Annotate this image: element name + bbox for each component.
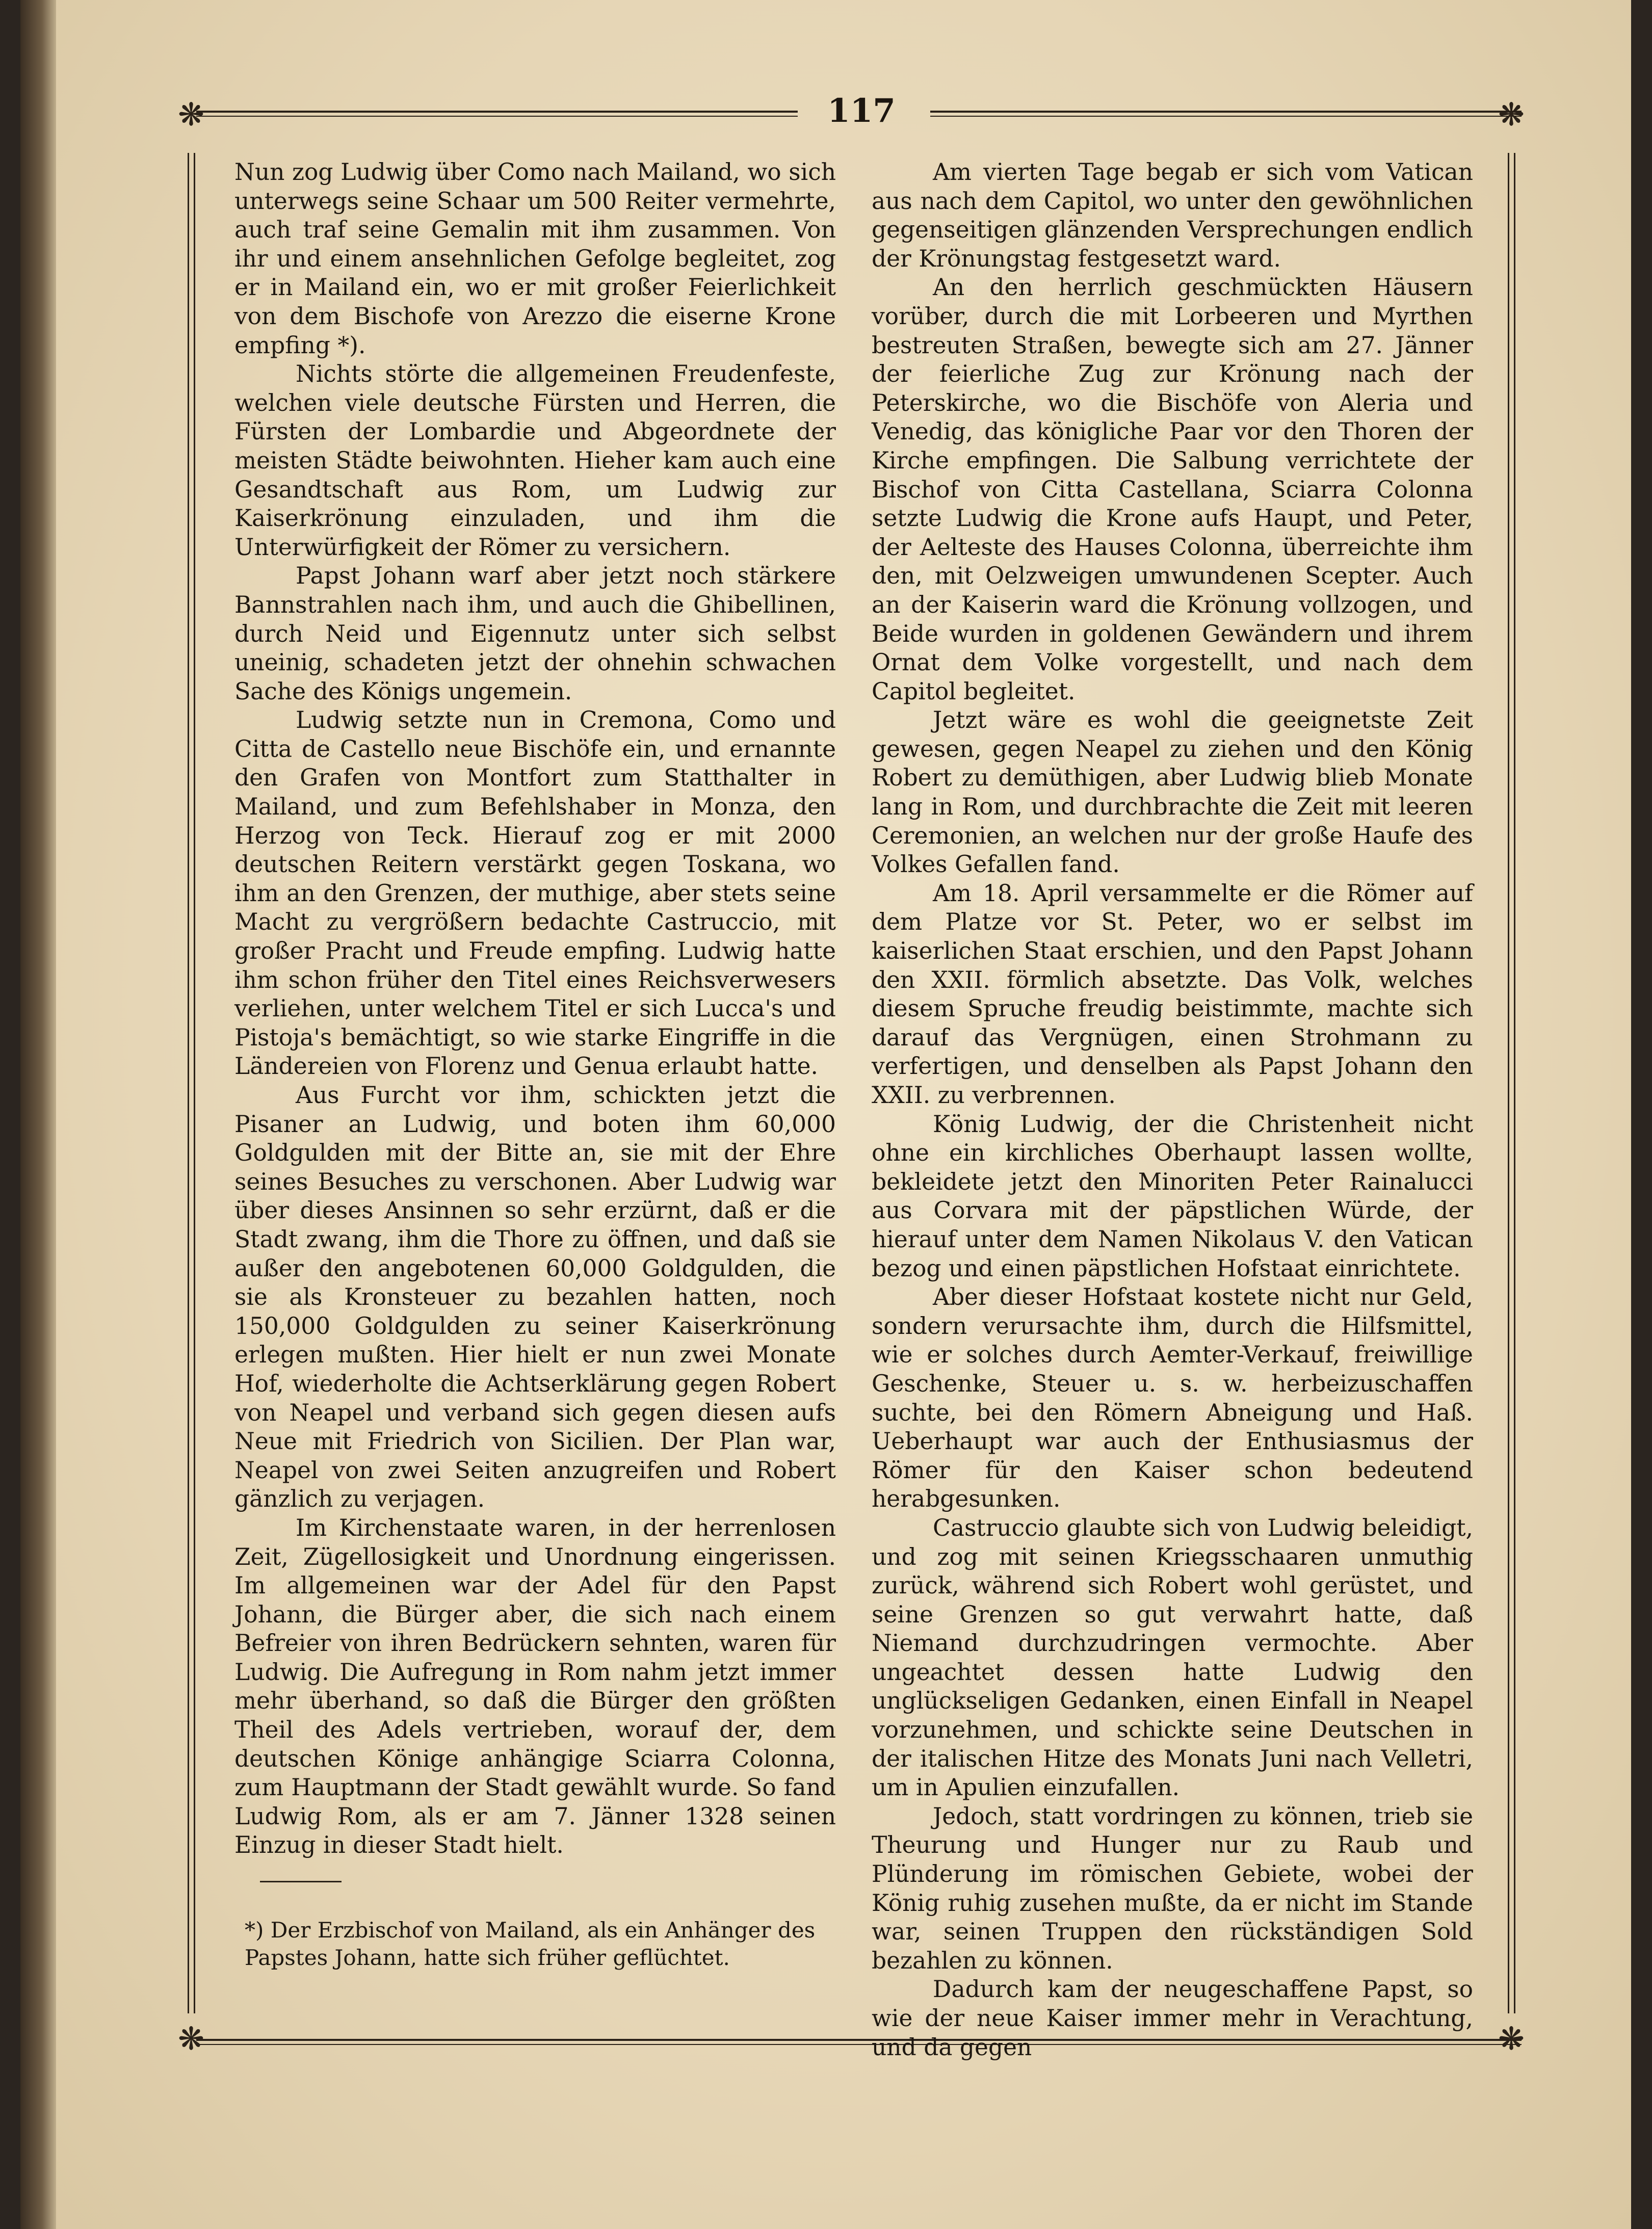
top-rule-right-thin xyxy=(930,116,1522,117)
book-page xyxy=(20,0,1631,2229)
paragraph: Nichts störte die allgemeinen Freudenfeste, welchen viele deutsche Fürsten und Herren, die Fürsten der Lombardie und Abgeordnete der meisten Städte beiwohnten. Hieher kam auch eine Gesandtschaft aus Rom, um Ludwig zur Kaiserkrönung einzuladen, und ihm die Unterwürfigkeit der Römer zu versichern. xyxy=(234,360,836,561)
paragraph: Am 18. April versammelte er die Römer auf dem Platze vor St. Peter, wo er selbst im kaiserlichen Staat erschien, und den Papst Johann den XXII. förmlich absetzte. Das Volk, welches diesem Spruche freudig beistimmte, machte sich darauf das Vergnügen, einen Strohmann zu verfertigen, und denselben als Papst Johann den XXII. zu verbrennen. xyxy=(872,879,1473,1109)
paragraph: Aus Furcht vor ihm, schickten jetzt die Pisaner an Ludwig, und boten ihm 60,000 Goldgulden mit der Bitte an, sie mit der Ehre seines Besuches zu verschonen. Aber Ludwig war über dieses Ansinnen so sehr erzürnt, daß er die Stadt zwang, ihm die Thore zu öffnen, und daß sie außer den angebotenen 60,000 Goldgulden, die sie als Kronsteuer zu bezahlen hatten, noch 150,000 Goldgulden zu seiner Kaiserkrönung erlegen mußten. Hier hielt er nun zwei Monate Hof, wiederholte die Achtserklärung gegen Robert von Neapel und verband sich gegen diesen aufs Neue mit Friedrich von Sicilien. Der Plan war, Neapel von zwei Seiten anzugreifen und Robert gänzlich zu verjagen. xyxy=(234,1082,836,1513)
paragraph: Jetzt wäre es wohl die geeignetste Zeit gewesen, gegen Neapel zu ziehen und den König Robert zu demüthigen, aber Ludwig blieb Monate lang in Rom, und durchbrachte die Zeit mit leeren Ceremonien, an welchen nur der große Haufe des Volkes Gefallen fand. xyxy=(872,706,1473,878)
corner-ornament-bottom-right: ❋ xyxy=(1498,2020,1525,2057)
footnote: *) Der Erzbischof von Mailand, als ein Anhänger des Papstes Johann, hatte sich früher geflüchtet. xyxy=(245,1918,816,1970)
paragraph: Am vierten Tage begab er sich vom Vatican aus nach dem Capitol, wo unter den gewöhnlichen gegenseitigen glänzenden Versprechungen endlich der Krönungstag festgesetzt ward. xyxy=(872,159,1474,272)
top-rule-left xyxy=(196,111,798,113)
left-border xyxy=(183,153,204,2013)
paragraph: Dadurch kam der neugeschaffene Papst, so wie der neue Kaiser immer mehr in Verachtung, und da gegen xyxy=(872,1976,1473,2061)
paragraph: Castruccio glaubte sich von Ludwig beleidigt, und zog mit seinen Kriegsschaaren unmuthig zurück, während sich Robert wohl gerüstet, und seine Grenzen so gut verwahrt hatte, daß Niemand durchzudringen vermochte. Aber ungeachtet dessen hatte Ludwig den unglückseligen Gedanken, einen Einfall in Neapel vorzunehmen, und schickte seine Deutschen in der italischen Hitze des Monats Juni nach Velletri, um in Apulien einzufallen. xyxy=(872,1514,1473,1801)
paragraph: König Ludwig, der die Christenheit nicht ohne ein kirchliches Oberhaupt lassen wollte, bekleidete jetzt den Minoriten Peter Rainalucci aus Corvara mit der päpstlichen Würde, der hierauf unter dem Namen Nikolaus V. den Vatican bezog und einen päpstlichen Hofstaat einrichtete. xyxy=(872,1110,1473,1282)
paragraph: Jedoch, statt vordringen zu können, trieb sie Theurung und Hunger nur zu Raub und Plünderung im römischen Gebiete, wobei der König ruhig zusehen mußte, da er nicht im Stande war, seinen Truppen den rückständigen Sold bezahlen zu können. xyxy=(872,1802,1473,1974)
left-column xyxy=(234,158,836,1860)
book-binding xyxy=(20,0,56,2229)
corner-ornament-top-right: ❋ xyxy=(1498,96,1525,133)
paragraph: Aber dieser Hofstaat kostete nicht nur Geld, sondern verursachte ihm, durch die Hilfsmittel, wie er solches durch Aemter-Verkauf, freiwillige Geschenke, Steuer u. s. w. herbeizuschaffen suchte, bei den Römern Abneigung und Haß. Ueberhaupt war auch der Enthusiasmus der Römer für den Kaiser schon bedeutend herabgesunken. xyxy=(872,1283,1473,1513)
top-rule-left-thin xyxy=(196,116,798,117)
footnote-divider xyxy=(260,1881,342,1882)
paragraph: Ludwig setzte nun in Cremona, Como und Citta de Castello neue Bischöfe ein, und ernannte den Grafen von Montfort zum Statthalter in Mailand, und zum Befehlshaber in Monza, den Herzog von Teck. Hierauf zog er mit 2000 deutschen Reitern verstärkt gegen Toskana, wo ihm an den Grenzen, der muthige, aber stets seine Macht zu vergrößern bedachte Castruccio, mit großer Pracht und Freude empfing. Ludwig hatte ihm schon früher den Titel eines Reichsverwesers verliehen, unter welchem Titel er sich Lucca's und Pistoja's bemächtigt, so wie starke Eingriffe in die Ländereien von Florenz und Genua erlaubt hatte. xyxy=(234,706,836,1080)
right-border xyxy=(1504,153,1524,2013)
right-column xyxy=(872,158,1473,2062)
paragraph: Nun zog Ludwig über Como nach Mailand, wo sich unterwegs seine Schaar um 500 Reiter vermehrte, auch traf seine Gemalin mit ihm zusammen. Von ihr und einem ansehnlichen Gefolge begleitet, zog er in Mailand ein, wo er mit großer Feierlichkeit von dem Bischofe von Arezzo die eiserne Krone empfing *). xyxy=(234,159,836,359)
paragraph: An den herrlich geschmückten Häusern vorüber, durch die mit Lorbeeren und Myrthen bestreuten Straßen, bewegte sich am 27. Jänner der feierliche Zug zur Krönung nach der Peterskirche, wo die Bischöfe von Aleria und Venedig, das königliche Paar vor den Thoren der Kirche empfingen. Die Salbung verrichtete der Bischof von Citta Castellana, Sciarra Colonna setzte Ludwig die Krone aufs Haupt, und Peter, der Aelteste des Hauses Colonna, überreichte ihm den, mit Oelzweigen umwundenen Scepter. Auch an der Kaiserin ward die Krönung vollzogen, und Beide wurden in goldenen Gewändern und ihrem Ornat dem Volke vorgestellt, und nach dem Capitol begleitet. xyxy=(872,274,1473,705)
top-rule-right xyxy=(930,111,1522,113)
page-number: 117 xyxy=(827,92,896,130)
paragraph: Papst Johann warf aber jetzt noch stärkere Bannstrahlen nach ihm, und auch die Ghibellinen, durch Neid und Eigennutz unter sich selbst uneinig, schadeten jetzt der ohnehin schwachen Sache des Königs ungemein. xyxy=(234,562,836,705)
corner-ornament-top-left: ❋ xyxy=(178,96,204,133)
paragraph: Im Kirchenstaate waren, in der herrenlosen Zeit, Zügellosigkeit und Unordnung eingerissen. Im allgemeinen war der Adel für den Papst Johann, die Bürger aber, die sich nach einem Befreier von ihren Bedrückern sehnten, waren für Ludwig. Die Aufregung in Rom nahm jetzt immer mehr überhand, so daß die Bürger den größten Theil des Adels vertrieben, worauf der, dem deutschen Könige anhängige Sciarra Colonna, zum Hauptmann der Stadt gewählt wurde. So fand Ludwig Rom, als er am 7. Jänner 1328 seinen Einzug in dieser Stadt hielt. xyxy=(234,1514,836,1859)
corner-ornament-bottom-left: ❋ xyxy=(178,2020,204,2057)
